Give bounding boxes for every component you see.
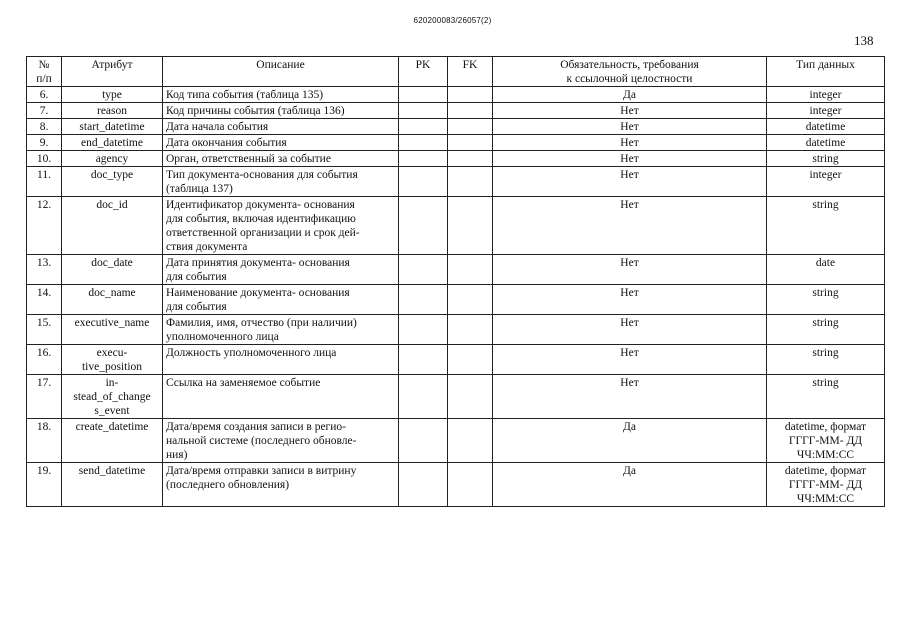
table-row xyxy=(27,375,885,419)
cell-description: Код типа события (таблица 135) xyxy=(163,87,399,103)
cell-fk xyxy=(448,87,493,103)
table-header-row xyxy=(27,57,885,87)
cell-attribute: doc_type xyxy=(62,167,163,197)
cell-pk xyxy=(399,419,448,463)
cell-requirement: Да xyxy=(493,419,767,463)
cell-requirement: Нет xyxy=(493,167,767,197)
table-row xyxy=(27,151,885,167)
cell-requirement: Нет xyxy=(493,285,767,315)
cell-number: 6. xyxy=(27,87,62,103)
cell-attribute: executive_name xyxy=(62,315,163,345)
cell-fk xyxy=(448,197,493,255)
cell-description: Дата окончания события xyxy=(163,135,399,151)
cell-description: Орган, ответственный за событие xyxy=(163,151,399,167)
column-header-pk: PK xyxy=(399,57,448,87)
cell-data-type: string xyxy=(767,345,885,375)
cell-attribute: start_datetime xyxy=(62,119,163,135)
cell-fk xyxy=(448,375,493,419)
column-header-fk: FK xyxy=(448,57,493,87)
table-row xyxy=(27,419,885,463)
cell-requirement: Нет xyxy=(493,135,767,151)
cell-requirement: Да xyxy=(493,87,767,103)
cell-number: 14. xyxy=(27,285,62,315)
cell-pk xyxy=(399,285,448,315)
cell-pk xyxy=(399,119,448,135)
cell-pk xyxy=(399,167,448,197)
column-header-requirement: Обязательность, требования к ссылочной целостности xyxy=(493,57,767,87)
cell-description: Код причины события (таблица 136) xyxy=(163,103,399,119)
cell-pk xyxy=(399,375,448,419)
cell-attribute: doc_name xyxy=(62,285,163,315)
cell-description: Фамилия, имя, отчество (при наличии) уполномоченного лица xyxy=(163,315,399,345)
cell-attribute: in- stead_of_change s_event xyxy=(62,375,163,419)
table-row xyxy=(27,255,885,285)
cell-requirement: Нет xyxy=(493,315,767,345)
cell-description: Должность уполномоченного лица xyxy=(163,345,399,375)
cell-data-type: datetime xyxy=(767,119,885,135)
cell-number: 10. xyxy=(27,151,62,167)
cell-description: Дата начала события xyxy=(163,119,399,135)
table-row xyxy=(27,463,885,507)
cell-data-type: datetime xyxy=(767,135,885,151)
table-row xyxy=(27,119,885,135)
cell-requirement: Нет xyxy=(493,375,767,419)
cell-attribute: doc_id xyxy=(62,197,163,255)
cell-pk xyxy=(399,103,448,119)
cell-pk xyxy=(399,345,448,375)
cell-requirement: Нет xyxy=(493,197,767,255)
document-id: 620200083/26057(2) xyxy=(413,16,492,25)
page-number: 138 xyxy=(854,33,874,48)
table-row xyxy=(27,197,885,255)
attribute-table xyxy=(26,56,885,507)
table-row xyxy=(27,345,885,375)
cell-description: Идентификатор документа- основания для события, включая идентификацию ответственной организации и срок дей- ствия документа xyxy=(163,197,399,255)
cell-number: 7. xyxy=(27,103,62,119)
cell-attribute: agency xyxy=(62,151,163,167)
table-row xyxy=(27,167,885,197)
cell-description: Дата принятия документа- основания для события xyxy=(163,255,399,285)
table-row xyxy=(27,285,885,315)
cell-pk xyxy=(399,255,448,285)
cell-number: 18. xyxy=(27,419,62,463)
table-body xyxy=(27,87,885,507)
cell-requirement: Да xyxy=(493,463,767,507)
column-header-number: № п/п xyxy=(27,57,62,87)
cell-number: 15. xyxy=(27,315,62,345)
cell-data-type: string xyxy=(767,285,885,315)
cell-data-type: datetime, формат ГГГГ-ММ- ДД ЧЧ:ММ:СС xyxy=(767,463,885,507)
cell-description: Ссылка на заменяемое событие xyxy=(163,375,399,419)
cell-requirement: Нет xyxy=(493,151,767,167)
cell-attribute: create_datetime xyxy=(62,419,163,463)
cell-requirement: Нет xyxy=(493,345,767,375)
column-header-description: Описание xyxy=(163,57,399,87)
cell-attribute: type xyxy=(62,87,163,103)
cell-data-type: string xyxy=(767,197,885,255)
cell-description: Наименование документа- основания для события xyxy=(163,285,399,315)
cell-number: 19. xyxy=(27,463,62,507)
table-row xyxy=(27,87,885,103)
cell-number: 16. xyxy=(27,345,62,375)
cell-attribute: end_datetime xyxy=(62,135,163,151)
cell-fk xyxy=(448,119,493,135)
cell-fk xyxy=(448,345,493,375)
cell-fk xyxy=(448,419,493,463)
table-row xyxy=(27,315,885,345)
cell-fk xyxy=(448,285,493,315)
cell-data-type: date xyxy=(767,255,885,285)
cell-fk xyxy=(448,255,493,285)
cell-attribute: doc_date xyxy=(62,255,163,285)
cell-data-type: string xyxy=(767,315,885,345)
cell-attribute: send_datetime xyxy=(62,463,163,507)
cell-data-type: integer xyxy=(767,167,885,197)
cell-description: Дата/время отправки записи в витрину (последнего обновления) xyxy=(163,463,399,507)
cell-requirement: Нет xyxy=(493,119,767,135)
cell-number: 13. xyxy=(27,255,62,285)
cell-number: 12. xyxy=(27,197,62,255)
cell-data-type: integer xyxy=(767,87,885,103)
cell-number: 17. xyxy=(27,375,62,419)
cell-fk xyxy=(448,135,493,151)
table-row xyxy=(27,103,885,119)
cell-requirement: Нет xyxy=(493,103,767,119)
cell-data-type: string xyxy=(767,151,885,167)
cell-data-type: integer xyxy=(767,103,885,119)
cell-pk xyxy=(399,197,448,255)
column-header-attribute: Атрибут xyxy=(62,57,163,87)
cell-requirement: Нет xyxy=(493,255,767,285)
cell-description: Дата/время создания записи в регио- нальной системе (последнего обновле- ния) xyxy=(163,419,399,463)
column-header-data-type: Тип данных xyxy=(767,57,885,87)
cell-number: 11. xyxy=(27,167,62,197)
cell-pk xyxy=(399,315,448,345)
cell-fk xyxy=(448,103,493,119)
cell-data-type: string xyxy=(767,375,885,419)
cell-pk xyxy=(399,151,448,167)
cell-number: 8. xyxy=(27,119,62,135)
cell-pk xyxy=(399,87,448,103)
cell-fk xyxy=(448,315,493,345)
cell-fk xyxy=(448,463,493,507)
cell-attribute: execu- tive_position xyxy=(62,345,163,375)
cell-fk xyxy=(448,167,493,197)
cell-pk xyxy=(399,135,448,151)
table-row xyxy=(27,135,885,151)
cell-pk xyxy=(399,463,448,507)
cell-number: 9. xyxy=(27,135,62,151)
cell-data-type: datetime, формат ГГГГ-ММ- ДД ЧЧ:ММ:СС xyxy=(767,419,885,463)
cell-attribute: reason xyxy=(62,103,163,119)
cell-description: Тип документа-основания для события (таблица 137) xyxy=(163,167,399,197)
cell-fk xyxy=(448,151,493,167)
